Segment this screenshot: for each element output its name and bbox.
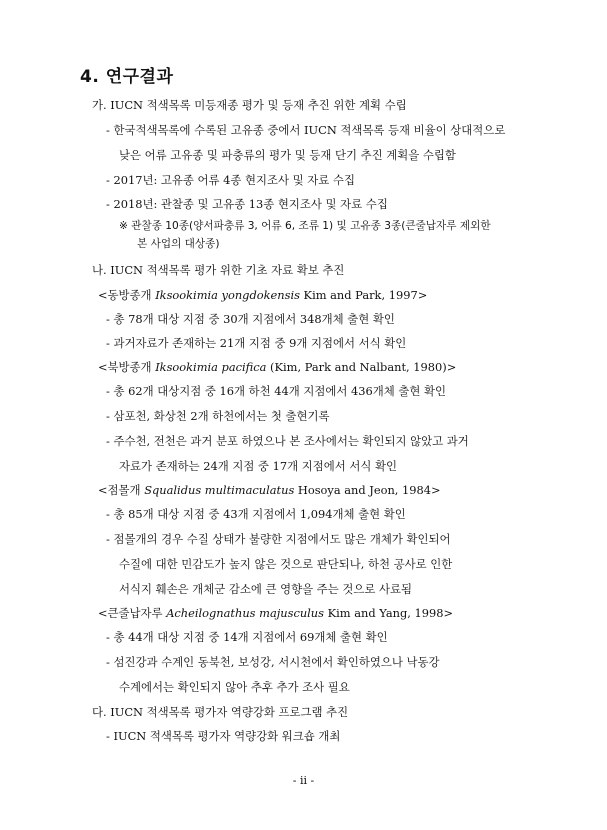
bullet-text-cont: 수질에 대한 민감도가 높지 않은 것으로 판단되나, 하천 공사로 인한 — [119, 557, 453, 571]
bullet-text: - 총 44개 대상 지점 중 14개 지점에서 69개체 출현 확인 — [106, 630, 388, 644]
subsection-na: 나. IUCN 적색목록 평가 위한 기초 자료 확보 추진 — [92, 263, 345, 277]
species-scientific-name: Iksookimia yongdokensis — [155, 288, 300, 302]
species-header — [98, 287, 427, 303]
species-scientific-name: Squalidus multimaculatus — [144, 483, 295, 497]
species-header — [98, 359, 456, 375]
subsection-da: 다. IUCN 적색목록 평가자 역량강화 프로그램 추진 — [92, 705, 349, 719]
bullet-text: - 총 85개 대상 지점 중 43개 지점에서 1,094개체 출현 확인 — [106, 507, 406, 521]
species-header — [98, 482, 441, 498]
note-text: ※ 관찰종 10종(양서파충류 3, 어류 6, 조류 1) 및 고유종 3종(큰줄납자루 제외한 — [119, 220, 491, 232]
species-common-name: <큰줄납자루 — [98, 606, 167, 620]
subsection-ga: 가. IUCN 적색목록 미등재종 평가 및 등재 추진 위한 계획 수립 — [92, 98, 407, 112]
bullet-text: - 삼포천, 화상천 2개 하천에서는 첫 출현기록 — [106, 409, 330, 423]
bullet-text-cont: 자료가 존재하는 24개 지점 중 17개 지점에서 서식 확인 — [119, 459, 398, 473]
species-authority: (Kim, Park and Nalbant, 1980)> — [266, 360, 457, 374]
species-common-name: <동방종개 — [98, 288, 156, 302]
species-authority: Kim and Yang, 1998> — [324, 606, 454, 620]
bullet-text: - 섬진강과 수계인 동북천, 보성강, 서시천에서 확인하였으나 낙동강 — [106, 655, 440, 669]
page-number: - ii - — [292, 774, 315, 787]
species-authority: Kim and Park, 1997> — [299, 288, 428, 302]
bullet-text: - 주수천, 전천은 과거 분포 하였으나 본 조사에서는 확인되지 않았고 과거 — [106, 434, 469, 448]
species-scientific-name: Iksookimia pacifica — [155, 360, 267, 374]
bullet-text: - 2017년: 고유종 어류 4종 현지조사 및 자료 수집 — [106, 173, 355, 187]
bullet-text-cont: 서식지 훼손은 개체군 감소에 큰 영향을 주는 것으로 사료됨 — [119, 582, 413, 596]
species-scientific-name: Acheilognathus majusculus — [166, 606, 324, 620]
note-text-cont: 본 사업의 대상종) — [137, 238, 220, 250]
bullet-text: - IUCN 적색목록 평가자 역량강화 워크숍 개최 — [106, 729, 341, 743]
bullet-text-cont: 수계에서는 확인되지 않아 추후 추가 조사 필요 — [119, 680, 350, 694]
bullet-text: - 총 78개 대상 지점 중 30개 지점에서 348개체 출현 확인 — [106, 312, 395, 326]
section-heading: 4. 연구결과 — [80, 67, 174, 87]
bullet-text-cont: 낮은 어류 고유종 및 파충류의 평가 및 등재 단기 추진 계획을 수립함 — [119, 148, 456, 162]
bullet-text: - 2018년: 관찰종 및 고유종 13종 현지조사 및 자료 수집 — [106, 197, 388, 211]
species-authority: Hosoya and Jeon, 1984> — [294, 483, 441, 497]
species-header — [98, 605, 453, 621]
bullet-text: - 점몰개의 경우 수질 상태가 불량한 지점에서도 많은 개체가 확인되어 — [106, 532, 451, 546]
species-common-name: <북방종개 — [98, 360, 156, 374]
bullet-text: - 총 62개 대상지점 중 16개 하천 44개 지점에서 436개체 출현 확인 — [106, 384, 446, 398]
bullet-text: - 한국적색목록에 수록된 고유종 중에서 IUCN 적색목록 등재 비율이 상대적으로 — [106, 123, 506, 137]
bullet-text: - 과거자료가 존재하는 21개 지점 중 9개 지점에서 서식 확인 — [106, 336, 407, 350]
species-common-name: <점몰개 — [98, 483, 145, 497]
